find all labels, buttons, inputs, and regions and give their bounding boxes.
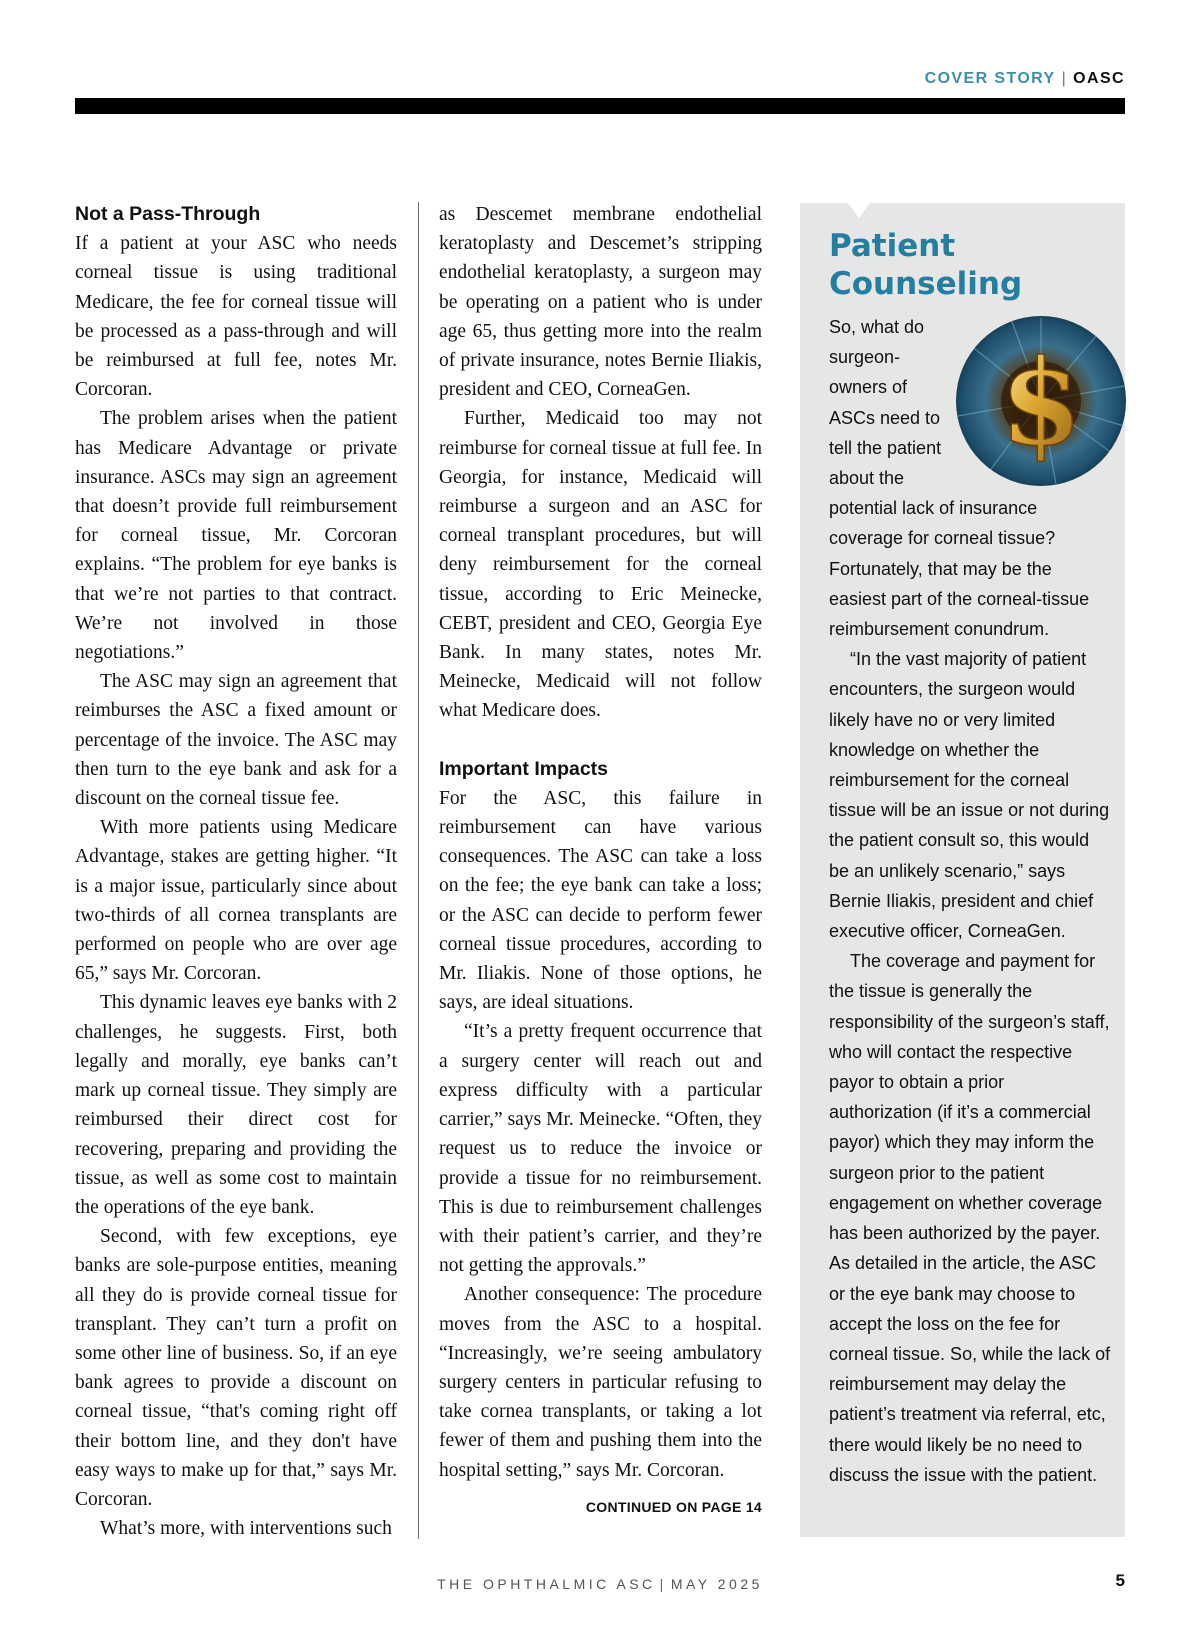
paragraph: as Descemet membrane endothelial keratoplasty and Descemet’s stripping endothelial keratoplasty, a surgeon may be operating on a patient who is under age 65, thus getting more into the realm of private insurance, notes Bernie Iliakis, president and CEO, CorneaGen. — [439, 204, 762, 401]
dollar-eye-image — [956, 316, 1126, 486]
header-publication: OASC — [1073, 70, 1125, 87]
footer-issue: MAY 2025 — [670, 1576, 763, 1592]
header-section: COVER STORY — [924, 70, 1056, 87]
header-separator: | — [1061, 70, 1068, 87]
dollar-eye-icon — [956, 316, 1126, 486]
paragraph: For the ASC, this failure in reimbursement can have various consequences. The ASC can take a loss on the fee; the eye bank can take a loss; or the ASC can decide to perform fewer corneal tissue procedures, according to Mr. Iliakis. None of those options, he says, are ideal situations. — [439, 787, 762, 1014]
paragraph: If a patient at your ASC who needs corneal tissue is using traditional Medicare, the fee for corneal tissue will be processed as a pass-through and will be reimbursed at full fee, notes Mr. Corcoran. — [75, 233, 397, 401]
page-footer — [0, 1576, 1200, 1592]
paragraph: This dynamic leaves eye banks with 2 challenges, he suggests. First, both legally and morally, eye banks can’t mark up corneal tissue. They simply are reimbursed their direct cost for recovering, preparing and providing the tissue, as well as some cost to maintain the operations of the eye bank. — [75, 992, 397, 1218]
paragraph: What’s more, with interventions such — [100, 1518, 392, 1540]
footer-separator: | — [659, 1576, 667, 1592]
page-number: 5 — [1115, 1571, 1125, 1590]
paragraph: The ASC may sign an agreement that reimburses the ASC a fixed amount or percentage of the invoice. The ASC may then turn to the eye bank and ask for a discount on the corneal tissue fee. — [75, 671, 397, 810]
paragraph: The problem arises when the patient has Medicare Advantage or private insurance. ASCs may sign an agreement that doesn’t provide full reimbursement for corneal tissue, Mr. Corcoran explains. “The problem for eye banks is that we’re not parties to that contract. We’re not involved in those negotiations.” — [75, 408, 397, 664]
continued-on-page-link: CONTINUED ON PAGE 14 — [585, 1498, 762, 1515]
column-divider — [418, 202, 419, 1539]
running-header — [925, 70, 1125, 88]
section-heading-important-impacts: Important Impacts — [439, 757, 609, 780]
left-column — [75, 200, 397, 1543]
paragraph: Second, with few exceptions, eye banks are sole-purpose entities, meaning all they do is provide corneal tissue for transplant. They can’t turn a profit on some other line of business. So, if an eye bank agrees to provide a discount on corneal tissue, “that's coming right off their bottom line, and they don't have easy ways to make up for that,” says Mr. Corcoran. — [75, 1226, 397, 1510]
sidebar-body — [829, 312, 1111, 1490]
sidebar-paragraph: “In the vast majority of patient encounters, the surgeon would likely have no or very limited knowledge on whether the reimbursement for the corneal tissue will be an issue or not during the patient consult so, this would be an unlikely scenario,” says Bernie Iliakis, president and chief executive officer, CorneaGen. — [829, 649, 1110, 942]
sidebar-title: Patient Counseling — [829, 228, 1023, 302]
paragraph: With more patients using Medicare Advantage, stakes are getting higher. “It is a major issue, particularly since about two-thirds of all cornea transplants are performed on people who are over age 65,” says Mr. Corcoran. — [75, 817, 397, 985]
section-heading-pass-through: Not a Pass-Through — [75, 203, 261, 225]
header-rule — [75, 98, 1125, 114]
svg-text:$: $ — [999, 333, 1083, 472]
sidebar-paragraph: So, what do surgeon-owners of ASCs need to tell the patient about the potential lack of insurance coverage for corneal tissue? Fortunately, that may be the easiest part of the corneal-tissue reimbursement conundrum. — [829, 317, 1090, 640]
paragraph: Another consequence: The procedure moves from the ASC to a hospital. “Increasingly, we’re seeing ambulatory surgery centers in particular refusing to take cornea transplants, or taking a lot fewer of them and pushing them into the hospital setting,” says Mr. Corcoran. — [439, 1284, 762, 1481]
paragraph: “It’s a pretty frequent occurrence that a surgery center will reach out and express difficulty with a particular carrier,” says Mr. Meinecke. “Often, they request us to reduce the invoice or provide a tissue for no reimbursement. This is due to reimbursement challenges with their patient’s carrier, and they’re not getting the approvals.” — [439, 1021, 762, 1277]
sidebar-notch — [848, 203, 870, 218]
middle-column — [439, 200, 762, 1522]
footer-publication: THE OPHTHALMIC ASC — [437, 1576, 656, 1592]
sidebar-paragraph: The coverage and payment for the tissue is generally the responsibility of the surgeon’s staff, who will contact the respective payor to obtain a prior authorization (if it’s a commercial payor) which they may inform the surgeon prior to the patient engagement on whether coverage has been authorized by the payer. As detailed in the article, the ASC or the eye bank may choose to accept the loss on the fee for corneal tissue. So, while the lack of reimbursement may delay the patient’s treatment via referral, etc, there would likely be no need to discuss the issue with the patient. — [829, 951, 1111, 1485]
paragraph: Further, Medicaid too may not reimburse for corneal tissue at full fee. In Georgia, for instance, Medicaid will reimburse a surgeon and an ASC for corneal transplant procedures, but will deny reimbursement for the corneal tissue, according to Eric Meinecke, CEBT, president and CEO, Georgia Eye Bank. In many states, notes Mr. Meinecke, Medicaid will not follow what Medicare does. — [439, 408, 762, 722]
